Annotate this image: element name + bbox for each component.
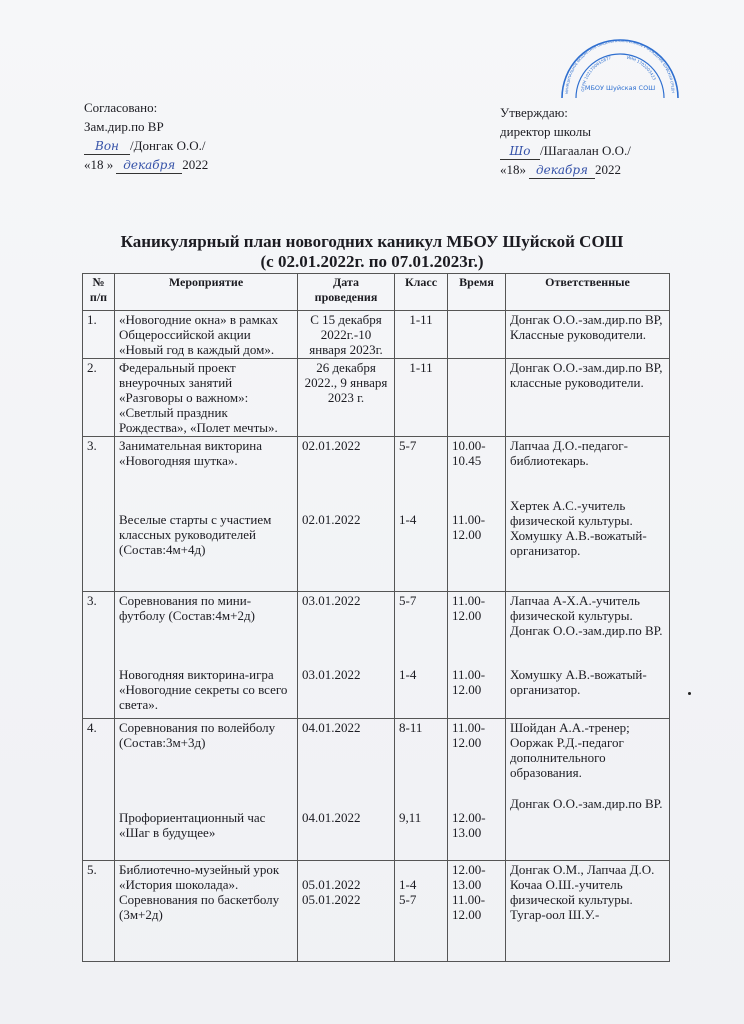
- cell-num: 1.: [83, 311, 115, 359]
- stamp-ogrn-text: ОГРН 1021700655877: [580, 55, 612, 92]
- event-a: Занимательная викторина «Новогодняя шутка».: [119, 438, 263, 468]
- cell-date: [298, 437, 395, 592]
- class-a: 5-7: [399, 438, 417, 453]
- class-b: 5-7: [399, 892, 417, 907]
- date-b: 05.01.2022: [302, 892, 361, 907]
- header-num: № п/п: [83, 274, 115, 311]
- header-time: Время: [448, 274, 506, 311]
- approve-signer-name: /Шагаалан О.О./: [540, 143, 631, 158]
- approve-date: [500, 160, 631, 179]
- date-a: 03.01.2022: [302, 593, 361, 608]
- cell-time: [448, 592, 506, 719]
- table-row: [83, 311, 670, 359]
- agreed-date-day: «18 »: [84, 157, 114, 172]
- time-a: 10.00-10.45: [452, 438, 486, 468]
- agreed-signer-name: /Донгак О.О./: [130, 138, 206, 153]
- event-b: Новогодняя викторина-игра «Новогодние секреты со всего света».: [119, 667, 288, 712]
- responsible-b: Хертек А.С.-учитель физической культуры. Хомушку А.В.-вожатый-организатор.: [510, 498, 647, 558]
- responsible-b: Донгак О.О.-зам.дир.по ВР.: [510, 796, 663, 811]
- class-a: 5-7: [399, 593, 417, 608]
- event-b: Профориентационный час «Шаг в будущее»: [119, 810, 266, 840]
- signature-blank: [84, 137, 130, 155]
- cell-num: 5.: [83, 861, 115, 962]
- cell-date: [298, 861, 395, 962]
- header-class: Класс: [395, 274, 448, 311]
- cell-date: 26 декабря 2022., 9 января 2023 г.: [298, 359, 395, 437]
- cell-class: [395, 861, 448, 962]
- handwritten-month: декабря: [123, 158, 176, 172]
- cell-time: [448, 719, 506, 861]
- time-a: 11.00-12.00: [452, 720, 486, 750]
- scan-speck: [688, 692, 691, 695]
- approval-approve-block: [500, 103, 631, 179]
- class-b: 1-4: [399, 667, 417, 682]
- document-title: Каникулярный план новогодних каникул МБОУ Шуйской СОШ: [120, 232, 624, 251]
- approve-date-day: «18»: [500, 162, 526, 177]
- class-a: 1-4: [399, 877, 417, 892]
- cell-num: 3.: [83, 592, 115, 719]
- date-month-blank: [529, 161, 595, 179]
- class-b: 9,11: [399, 810, 422, 825]
- event-a: Соревнования по волейболу (Состав:3м+3д): [119, 720, 276, 750]
- cell-class: 1-11: [395, 359, 448, 437]
- cell-time: [448, 861, 506, 962]
- date-b: 02.01.2022: [302, 512, 361, 527]
- time-b: 11.00-12.00: [452, 892, 486, 922]
- cell-event: [115, 592, 298, 719]
- cell-event: [115, 437, 298, 592]
- date-a: 04.01.2022: [302, 720, 361, 735]
- approve-label: Утверждаю:: [500, 105, 568, 120]
- stamp-inn-text: ИНН 1702003423: [626, 54, 658, 81]
- signature-blank: [500, 142, 540, 160]
- cell-time: [448, 437, 506, 592]
- cell-num: 3.: [83, 437, 115, 592]
- cell-class: 1-11: [395, 311, 448, 359]
- table-row: [83, 861, 670, 962]
- class-b: 1-4: [399, 512, 417, 527]
- table-row: [83, 719, 670, 861]
- cell-class: [395, 592, 448, 719]
- time-b: 12.00-13.00: [452, 810, 486, 840]
- cell-num: 4.: [83, 719, 115, 861]
- approve-signature-line: [500, 141, 631, 160]
- cell-event: Федеральный проект внеурочных занятий «Разговоры о важном»: «Светлый праздник Рождества», «Полет мечты».: [115, 359, 298, 437]
- date-b: 03.01.2022: [302, 667, 361, 682]
- table-row: [83, 437, 670, 592]
- cell-class: [395, 719, 448, 861]
- table-row: [83, 592, 670, 719]
- stamp-center-text: МБОУ Шуйская СОШ: [584, 84, 656, 92]
- responsible-b: Хомушку А.В.-вожатый-организатор.: [510, 667, 647, 697]
- time-a: 11.00-12.00: [452, 593, 486, 623]
- cell-date: С 15 декабря 2022г.-10 января 2023г.: [298, 311, 395, 359]
- cell-responsible: Донгак О.О.-зам.дир.по ВР, Классные руководители.: [506, 311, 670, 359]
- approve-date-year: 2022: [595, 162, 621, 177]
- header-date: Дата проведения: [298, 274, 395, 311]
- date-a: 05.01.2022: [302, 877, 361, 892]
- agreed-position: Зам.дир.по ВР: [84, 119, 164, 134]
- cell-event: Библиотечно-музейный урок «История шоколада». Соревнования по баскетболу (3м+2д): [115, 861, 298, 962]
- date-a: 02.01.2022: [302, 438, 361, 453]
- responsible-a: Лапчаа А-Х.А.-учитель физической культуры. Донгак О.О.-зам.дир.по ВР.: [510, 593, 663, 638]
- cell-responsible: Донгак О.О.-зам.дир.по ВР, классные руководители.: [506, 359, 670, 437]
- cell-event: «Новогодние окна» в рамках Общероссийской акции «Новый год в каждый дом».: [115, 311, 298, 359]
- document-subtitle: (с 02.01.2022г. по 07.01.2023г.): [260, 252, 484, 271]
- approve-position: директор школы: [500, 124, 591, 139]
- cell-class: [395, 437, 448, 592]
- date-b: 04.01.2022: [302, 810, 361, 825]
- time-a: 12.00-13.00: [452, 862, 486, 892]
- cell-responsible: [506, 437, 670, 592]
- header-responsible: Ответственные: [506, 274, 670, 311]
- date-month-blank: [116, 156, 182, 174]
- responsible-a: Лапчаа Д.О.-педагог-библиотекарь.: [510, 438, 628, 468]
- cell-responsible: Донгак О.М., Лапчаа Д.О. Кочаа О.Ш.-учитель физической культуры. Тугар-оол Ш.У.-: [506, 861, 670, 962]
- cell-time: [448, 359, 506, 437]
- agreed-date-year: 2022: [182, 157, 209, 172]
- cell-responsible: [506, 592, 670, 719]
- agreed-label: Согласовано:: [84, 100, 158, 115]
- handwritten-month: декабря: [536, 163, 588, 177]
- agreed-signature-line: [84, 136, 208, 155]
- approval-agreed-block: [84, 98, 208, 174]
- responsible-a: Шойдан А.А.-тренер; Ооржак Р.Д.-педагог дополнительного образования.: [510, 720, 630, 780]
- class-a: 8-11: [399, 720, 423, 735]
- header-event: Мероприятие: [115, 274, 298, 311]
- stamp-outer-text: МУНИЦИПАЛЬНОЕ БЮДЖЕТНОЕ ОБЩЕОБРАЗОВАТЕЛЬНОЕ УЧРЕЖДЕНИЕ ШУЙСКАЯ СРЕДН: [564, 38, 676, 95]
- agreed-date: [84, 155, 208, 174]
- event-b: Веселые старты с участием классных руководителей (Состав:4м+4д): [119, 512, 272, 557]
- cell-event: [115, 719, 298, 861]
- handwritten-signature: Шо: [509, 144, 531, 158]
- cell-num: 2.: [83, 359, 115, 437]
- cell-responsible: [506, 719, 670, 861]
- cell-date: [298, 592, 395, 719]
- handwritten-signature: Вон: [95, 139, 119, 153]
- cell-time: [448, 311, 506, 359]
- time-b: 11.00-12.00: [452, 667, 486, 697]
- time-b: 11.00-12.00: [452, 512, 486, 542]
- holiday-plan-table: [82, 273, 670, 962]
- table-header-row: [83, 274, 670, 311]
- event-a: Соревнования по мини-футболу (Состав:4м+2д): [119, 593, 255, 623]
- cell-date: [298, 719, 395, 861]
- table-row: [83, 359, 670, 437]
- school-stamp: [560, 20, 680, 100]
